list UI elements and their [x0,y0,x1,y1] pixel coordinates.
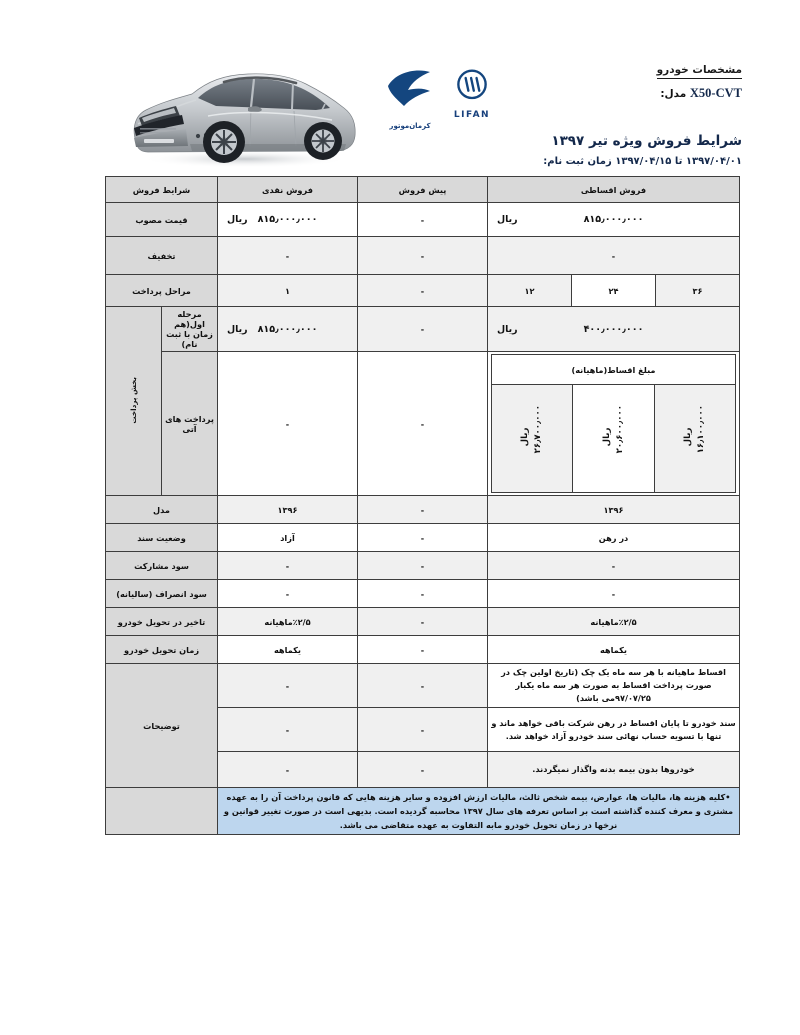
row-label-delivery-time: زمان تحویل خودرو [106,636,218,664]
offer-block [543,132,742,169]
row-doc-status [106,524,740,552]
cell-first-stage-installment [488,307,740,352]
row-withdraw-profit [106,580,740,608]
cell-note-2-cash: - [218,708,358,752]
cell-partner-installment: - [488,552,740,580]
row-delivery-delay [106,608,740,636]
row-model-year [106,496,740,524]
cell-delay-cash: ٪۲/۵ماهیانه [218,608,358,636]
cell-note-3-cash: - [218,752,358,788]
row-label-discount: تخفیف [106,237,218,275]
installment-36-currency: ریال [682,428,693,447]
row-label-approved-price: قیمت مصوب [106,203,218,237]
installment-amounts-values-row [492,385,736,493]
footer-note-label-cell [106,788,218,835]
lifan-wordmark: LIFAN [453,110,491,120]
installment-amounts-header-row [492,355,736,385]
cell-discount-presale: - [358,237,488,275]
installment-amounts-table [491,354,736,493]
kerman-motor-wordmark: کرمان‌موتور [389,122,431,130]
cell-delivery-installment: یکماهه [488,636,740,664]
sales-conditions-table-wrap [106,176,740,835]
registration-period-value: ۱۳۹۷/۰۴/۰۱ تا ۱۳۹۷/۰۴/۱۵ [615,156,742,167]
cell-doc-installment: در رهن [488,524,740,552]
price-cash-amount: ۸۱۵٫۰۰۰٫۰۰۰ [257,214,318,225]
row-approved-price [106,203,740,237]
price-installment-currency: ریال [497,214,518,225]
cell-delay-presale: - [358,608,488,636]
sales-conditions-table [105,176,740,835]
installment-24-currency: ریال [601,428,612,447]
installment-amount-24-rot [601,405,627,469]
row-first-stage [106,307,740,352]
first-stage-cash-currency: ریال [227,323,248,335]
cell-stages-36: ۳۶ [656,275,740,307]
vertical-label-text: بخش پرداخت [128,376,138,424]
cell-price-presale: - [358,203,488,237]
car-image-svg [120,58,370,170]
installment-24-amount: ۲۰٫۶۰۰٫۰۰۰ [614,405,625,454]
cell-price-cash [218,203,358,237]
col-header-label: شرایط فروش [106,177,218,203]
cell-discount-installment: - [488,237,740,275]
cell-delivery-presale: - [358,636,488,664]
cell-doc-cash: آزاد [218,524,358,552]
registration-period [543,155,742,169]
first-stage-installment-amount: ۴۰۰٫۰۰۰٫۰۰۰ [583,323,644,335]
cell-delivery-cash: یکماهه [218,636,358,664]
installment-amount-24 [573,385,654,493]
model-label: مدل: [660,88,687,100]
kerman-motor-logo [382,66,438,130]
row-label-doc-status: وضعیت سند [106,524,218,552]
row-note-1 [106,664,740,708]
vehicle-spec-block [657,58,742,101]
cell-delay-installment: ٪۲/۵ماهیانه [488,608,740,636]
cell-model-presale: - [358,496,488,524]
cell-first-stage-presale: - [358,307,488,352]
brand-logos [382,66,500,130]
cell-model-installment: ۱۳۹۶ [488,496,740,524]
col-header-cash: فروش نقدی [218,177,358,203]
price-cash-currency: ریال [227,214,248,225]
spec-title: مشخصات خودرو [657,63,742,79]
row-label-notes: توضیحات [106,664,218,788]
cell-withdraw-presale: - [358,580,488,608]
row-payment-stages [106,275,740,307]
row-future-payments [106,352,740,496]
installment-12-currency: ریال [520,428,531,447]
row-label-withdraw-profit: سود انصراف (سالیانه) [106,580,218,608]
installment-12-amount: ۲۶٫۷۰۰٫۰۰۰ [533,405,544,454]
cell-future-cash: - [218,352,358,496]
offer-title: شرایط فروش ویژه تیر ۱۳۹۷ [551,133,742,149]
cell-future-installment-group [488,352,740,496]
row-footer-note [106,788,740,835]
row-partner-profit [106,552,740,580]
cell-note-3-installment: خودروها بدون بیمه بدنه واگذار نمیگردند. [488,752,740,788]
installment-amount-12 [492,385,573,493]
cell-note-2-presale: - [358,708,488,752]
cell-future-presale: - [358,352,488,496]
cell-discount-cash: - [218,237,358,275]
price-installment-amount: ۸۱۵٫۰۰۰٫۰۰۰ [583,214,644,225]
row-label-model-year: مدل [106,496,218,524]
cell-stages-12: ۱۲ [488,275,572,307]
model-line [657,86,742,101]
row-label-future-payments: پرداخت های آتی [162,352,218,496]
cell-stages-24: ۲۴ [572,275,656,307]
row-label-first-stage: مرحله اول(هم زمان با ثبت نام) [162,307,218,352]
cell-stages-presale: - [358,275,488,307]
installment-amounts-header: مبلغ اقساط(ماهیانه) [492,355,736,385]
table-header-row [106,177,740,203]
cell-note-1-presale: - [358,664,488,708]
cell-first-stage-cash [218,307,358,352]
cell-withdraw-cash: - [218,580,358,608]
first-stage-installment-currency: ریال [497,323,518,335]
row-delivery-time [106,636,740,664]
document-header [0,0,800,176]
installment-amount-12-rot [519,405,545,469]
lifan-mark-icon [444,68,500,108]
row-label-partner-profit: سود مشارکت [106,552,218,580]
footer-note-text: •کلیه هزینه ها، مالیات ها، عوارض، بیمه شخص ثالث، مالیات ارزش افزوده و سایر هزینه هایی که قانون پرداخت آن را به عهده مشتری و معرف کننده گذاشته است بر اساس تعرفه های سال ۱۳۹۷ محاسبه گردیده است. بدیهی است در صورت تغییر قوانین و نرخها در زمان تحویل خودرو مابه التفاوت به عهده متقاضی می باشد. [218,788,740,835]
cell-partner-cash: - [218,552,358,580]
installment-amount-36 [654,385,735,493]
row-label-delivery-delay: تاخیر در تحویل خودرو [106,608,218,636]
col-header-installment: فروش اقساطی [488,177,740,203]
model-value: X50-CVT [689,86,742,100]
vertical-group-label-payments [106,307,162,496]
cell-price-installment [488,203,740,237]
col-header-presale: پیش فروش [358,177,488,203]
registration-period-label: زمان ثبت نام: [543,156,612,167]
installment-amount-36-rot [682,405,708,469]
lifan-logo [444,68,500,118]
cell-model-cash: ۱۳۹۶ [218,496,358,524]
cell-withdraw-installment: - [488,580,740,608]
first-stage-cash-amount: ۸۱۵٫۰۰۰٫۰۰۰ [257,323,318,335]
car-photo [120,58,370,170]
cell-note-1-installment: اقساط ماهیانه با هر سه ماه یک چک (تاریخ اولین چک در صورت پرداخت اقساط به صورت هر سه ماه یکبار ۹۷/۰۷/۲۵می باشد) [488,664,740,708]
row-discount [106,237,740,275]
cell-partner-presale: - [358,552,488,580]
cell-doc-presale: - [358,524,488,552]
row-label-payment-stages: مراحل پرداخت [106,275,218,307]
installment-36-amount: ۱۶٫۱۰۰٫۰۰۰ [695,405,706,454]
cell-stages-cash: ۱ [218,275,358,307]
cell-note-3-presale: - [358,752,488,788]
cell-note-1-cash: - [218,664,358,708]
kerman-motor-mark-icon [382,66,438,118]
cell-note-2-installment: سند خودرو تا پایان اقساط در رهن شرکت باقی خواهد ماند و تنها با تسویه حساب نهائی سند خودرو آزاد خواهد شد. [488,708,740,752]
